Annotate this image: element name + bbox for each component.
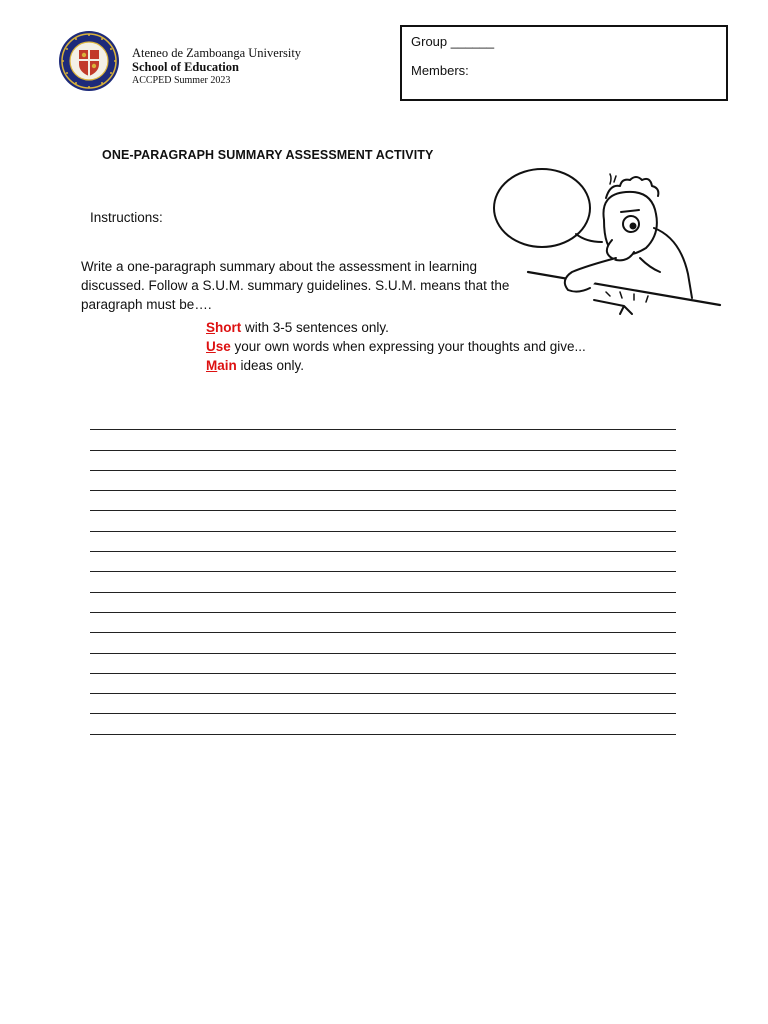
thinking-man-cartoon-icon <box>488 162 726 330</box>
sum-item-use <box>206 337 586 356</box>
sum-word-rest: hort <box>215 320 242 335</box>
sum-item-text: ideas only. <box>236 358 305 373</box>
university-name: Ateneo de Zamboanga University <box>132 46 302 60</box>
sum-item-text: with 3-5 sentences only. <box>241 320 389 335</box>
writing-line[interactable] <box>90 430 676 450</box>
writing-line[interactable] <box>90 471 676 491</box>
writing-line[interactable] <box>90 410 676 430</box>
writing-line[interactable] <box>90 593 676 613</box>
group-label[interactable]: Group ______ <box>411 34 495 49</box>
university-seal-icon <box>58 30 120 92</box>
writing-line[interactable] <box>90 654 676 674</box>
instructions-paragraph: Write a one-paragraph summary about the assessment in learning discussed. Follow a S.U.M. summary guidelines. S.U.M. means that the paragraph must be…. <box>81 259 510 312</box>
writing-line[interactable] <box>90 511 676 531</box>
writing-line[interactable] <box>90 613 676 633</box>
writing-line[interactable] <box>90 552 676 572</box>
writing-line[interactable] <box>90 714 676 734</box>
sum-letter: M <box>206 358 218 373</box>
members-label[interactable]: Members: <box>411 63 469 78</box>
sum-letter: U <box>206 339 216 354</box>
group-info-box <box>400 25 728 101</box>
writing-line[interactable] <box>90 532 676 552</box>
page-title: ONE-PARAGRAPH SUMMARY ASSESSMENT ACTIVITY <box>102 148 434 162</box>
writing-line[interactable] <box>90 674 676 694</box>
writing-line[interactable] <box>90 633 676 653</box>
sum-item-text: your own words when expressing your thoughts and give... <box>230 339 586 354</box>
writing-line[interactable] <box>90 694 676 714</box>
sum-letter: S <box>206 320 216 335</box>
term-label: ACCPED Summer 2023 <box>132 75 231 86</box>
header-block <box>132 46 301 88</box>
writing-line[interactable] <box>90 451 676 471</box>
instructions-label: Instructions: <box>90 210 163 225</box>
sum-word-rest: se <box>215 339 231 354</box>
writing-line[interactable] <box>90 491 676 511</box>
sum-item-main <box>206 356 586 375</box>
writing-line[interactable] <box>90 572 676 592</box>
school-name: School of Education <box>132 60 239 74</box>
writing-lines[interactable] <box>90 410 676 735</box>
sum-word-rest: ain <box>217 358 237 373</box>
